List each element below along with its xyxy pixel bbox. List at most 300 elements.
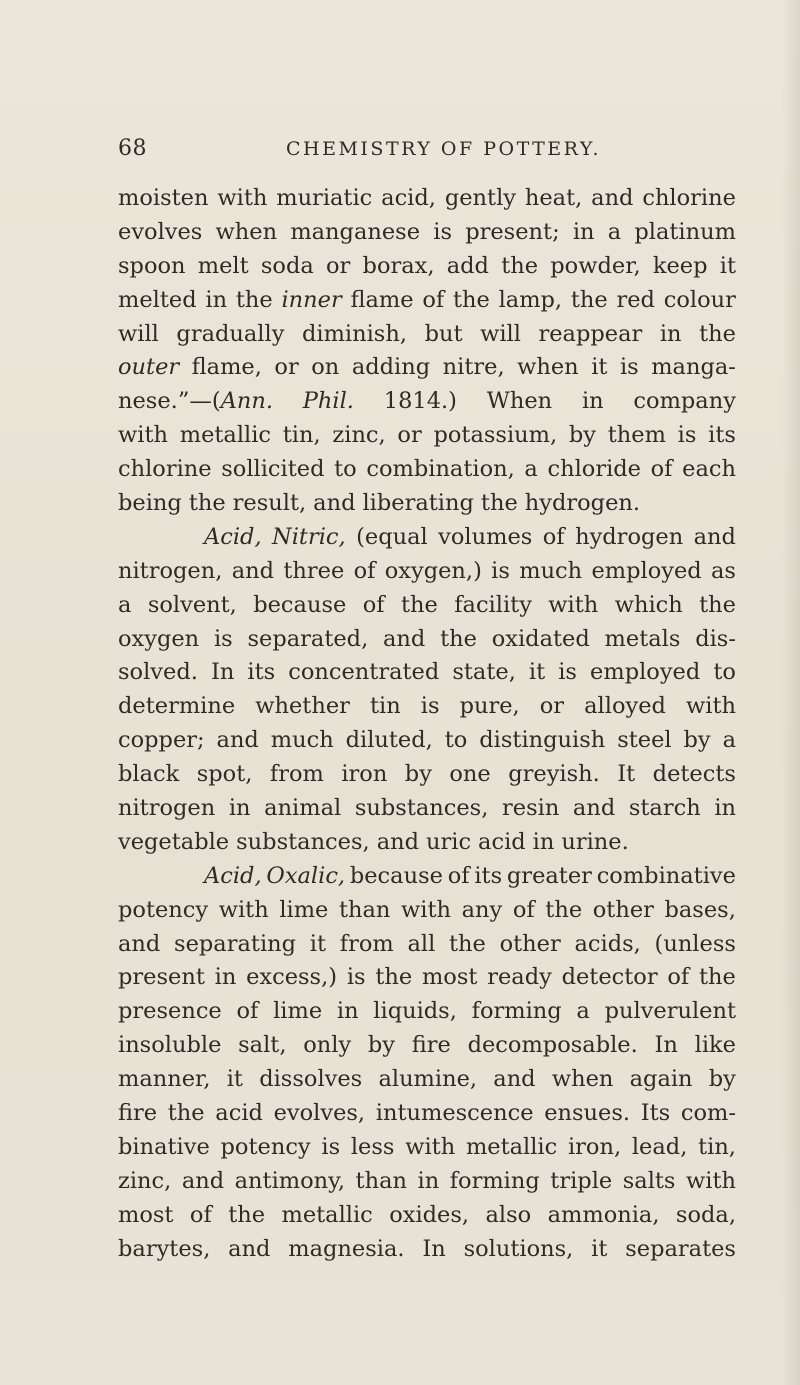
- word: with: [401, 896, 451, 923]
- word: in: [532, 828, 555, 855]
- word: it: [591, 354, 608, 381]
- word: in: [214, 964, 237, 991]
- word: muriatic: [276, 185, 373, 211]
- word: from: [339, 930, 394, 957]
- word: lead,: [631, 1133, 688, 1160]
- word: employed: [591, 557, 702, 584]
- page-number: 68: [118, 136, 147, 161]
- word: acid,: [381, 185, 436, 211]
- word: than: [338, 896, 391, 923]
- text-line: [118, 860, 736, 894]
- word: acid: [478, 828, 526, 855]
- word: of: [236, 998, 259, 1025]
- word: the: [188, 490, 226, 517]
- word: or: [274, 354, 299, 381]
- word: or: [397, 422, 422, 449]
- word: them: [607, 422, 666, 449]
- word: its: [474, 862, 503, 889]
- word: one: [449, 761, 491, 788]
- word: [281, 284, 341, 318]
- word: lime: [279, 896, 329, 923]
- word: the: [545, 896, 583, 923]
- word: substances,: [236, 828, 370, 855]
- italic-text: Acid,: [204, 862, 262, 889]
- word: with: [218, 896, 269, 923]
- word: company: [633, 388, 736, 415]
- word: When: [486, 388, 553, 415]
- text-line: [118, 385, 736, 419]
- text-line: [118, 351, 736, 385]
- word: and: [383, 625, 426, 652]
- word: gradually: [176, 320, 285, 347]
- word: starch: [628, 795, 701, 822]
- word: in: [581, 388, 604, 415]
- word: than: [355, 1167, 407, 1194]
- italic-text: inner: [281, 286, 342, 313]
- word: [204, 521, 262, 555]
- italic-text: Acid,: [204, 523, 262, 550]
- word: and: [216, 727, 259, 754]
- word: [272, 521, 346, 555]
- word: zinc,: [332, 422, 386, 449]
- word: is: [346, 964, 366, 991]
- word: It: [617, 761, 636, 788]
- word: is: [420, 693, 440, 720]
- word: a: [524, 456, 538, 483]
- running-title: CHEMISTRY OF POTTERY.: [286, 138, 602, 160]
- word: concentrated: [288, 659, 440, 686]
- word: a: [118, 591, 132, 618]
- word: adding: [351, 354, 431, 381]
- word: presence: [118, 998, 222, 1025]
- word: in: [572, 218, 595, 245]
- word: it: [528, 659, 546, 686]
- word: soda: [260, 252, 314, 279]
- word: urine.: [561, 828, 629, 855]
- word: oxygen,): [384, 557, 482, 584]
- word: the: [699, 964, 736, 991]
- word: decomposable.: [467, 1032, 638, 1059]
- word: to: [713, 659, 736, 686]
- word: distinguish: [479, 727, 606, 754]
- word: with: [405, 1133, 456, 1160]
- word: with: [686, 693, 736, 720]
- word: by: [568, 422, 597, 449]
- word: it: [226, 1066, 243, 1093]
- word: [118, 351, 179, 385]
- word: all: [407, 930, 436, 957]
- text-line: [118, 623, 736, 657]
- word: greater: [506, 862, 592, 889]
- word: whether: [255, 693, 350, 720]
- text-line: [118, 826, 736, 860]
- word: the: [699, 320, 736, 347]
- word: steel: [617, 727, 672, 754]
- text-line: [118, 792, 736, 826]
- italic-text: Phil.: [302, 388, 354, 415]
- word: much: [270, 727, 334, 754]
- word: red: [616, 286, 655, 313]
- text-line: [118, 453, 736, 487]
- word: separating: [174, 930, 297, 957]
- word: by: [367, 1032, 396, 1059]
- word: nitre,: [442, 354, 505, 381]
- word: in: [228, 795, 251, 822]
- text-line: [118, 758, 736, 792]
- word: is: [433, 218, 452, 245]
- word: combinative: [596, 862, 736, 889]
- word: excess,): [246, 964, 338, 991]
- word: keep: [652, 252, 708, 279]
- word: it: [309, 930, 327, 957]
- word: with: [686, 1167, 736, 1194]
- word: hydrogen.: [524, 490, 641, 517]
- word: with: [217, 185, 268, 211]
- word: the: [375, 964, 413, 991]
- word: spoon: [118, 252, 186, 279]
- word: borax,: [362, 252, 435, 279]
- word: and: [572, 795, 616, 822]
- text-line: [118, 1233, 736, 1267]
- word: its: [708, 422, 736, 449]
- word: of: [189, 1201, 212, 1228]
- word: dis-: [695, 625, 736, 652]
- word: sollicited: [221, 456, 325, 483]
- text-line: [118, 589, 736, 623]
- word: insoluble: [118, 1032, 222, 1059]
- page-edge-shadow: [782, 0, 800, 1385]
- word: facility: [454, 591, 532, 618]
- word: (unless: [654, 930, 736, 957]
- word: In: [210, 659, 235, 686]
- word: will: [480, 320, 521, 347]
- word: In: [422, 1235, 446, 1262]
- word: ammonia,: [547, 1201, 660, 1228]
- word: of: [353, 557, 376, 584]
- word: employed: [590, 659, 701, 686]
- word: because: [349, 862, 443, 889]
- word: moisten: [118, 185, 209, 211]
- word: is: [321, 1133, 341, 1160]
- word: detector: [561, 964, 658, 991]
- word: uric: [426, 828, 472, 855]
- text-line: [118, 250, 736, 284]
- word: or: [326, 252, 351, 279]
- word: and: [181, 1167, 225, 1194]
- word: its: [247, 659, 276, 686]
- word: most: [421, 964, 478, 991]
- word: gently: [444, 185, 516, 211]
- word: nitrogen,: [118, 557, 223, 584]
- word: the: [501, 252, 539, 279]
- word: diluted,: [345, 727, 433, 754]
- word: lime: [273, 998, 323, 1025]
- word: volumes: [438, 523, 533, 550]
- word: In: [654, 1032, 678, 1059]
- word: lamp,: [498, 286, 563, 313]
- text-line: [118, 995, 736, 1029]
- word: liberating: [362, 490, 474, 517]
- word: is: [677, 422, 697, 449]
- word: in: [714, 795, 736, 822]
- word: [266, 860, 345, 894]
- word: like: [694, 1032, 736, 1059]
- word: and: [231, 557, 275, 584]
- word: of: [362, 591, 385, 618]
- word: powder,: [550, 252, 641, 279]
- word: of: [512, 896, 535, 923]
- word: of: [447, 862, 470, 889]
- word: oxygen: [118, 625, 200, 652]
- word: separated,: [247, 625, 369, 652]
- word: other: [499, 930, 561, 957]
- word: and: [228, 1235, 271, 1262]
- word: substances,: [354, 795, 489, 822]
- word: alloyed: [584, 693, 666, 720]
- word: and: [313, 490, 356, 517]
- word: alumine,: [378, 1066, 478, 1093]
- word: tin: [369, 693, 401, 720]
- text-line: [118, 521, 736, 555]
- word: it: [591, 1235, 608, 1262]
- word: and: [591, 185, 634, 211]
- word: is: [619, 354, 639, 381]
- word: by: [708, 1066, 736, 1093]
- word: Its: [640, 1100, 671, 1127]
- word: zinc,: [118, 1167, 172, 1194]
- word: com-: [680, 1100, 736, 1127]
- word: binative: [118, 1133, 210, 1160]
- word: on: [311, 354, 340, 381]
- page-header: [118, 136, 728, 166]
- word: state,: [452, 659, 516, 686]
- word: as: [711, 557, 736, 584]
- word: determine: [118, 693, 236, 720]
- word: with: [118, 422, 168, 449]
- word: ready: [487, 964, 552, 991]
- word: and: [693, 523, 736, 550]
- text-line: [118, 1199, 736, 1233]
- word: other: [592, 896, 654, 923]
- word: present;: [465, 218, 560, 245]
- word: salt,: [238, 1032, 287, 1059]
- word: in: [659, 320, 682, 347]
- word: [204, 860, 262, 894]
- word: is: [213, 625, 233, 652]
- word: add: [446, 252, 489, 279]
- word: potency: [220, 1133, 311, 1160]
- word: chlorine: [642, 185, 736, 211]
- word: only: [303, 1032, 352, 1059]
- word: and: [118, 930, 161, 957]
- italic-text: Nitric,: [272, 523, 346, 550]
- word: vegetable: [118, 828, 230, 855]
- word: is: [558, 659, 577, 686]
- word: metallic: [281, 1201, 373, 1228]
- text-line: [118, 1063, 736, 1097]
- word: chlorine: [118, 456, 212, 483]
- word: the: [228, 1201, 266, 1228]
- word: melted: [118, 286, 197, 313]
- word: to: [444, 727, 468, 754]
- word: nese.”—(Ann.: [118, 388, 273, 415]
- word: melt: [197, 252, 249, 279]
- text-line: [118, 724, 736, 758]
- word: the: [235, 286, 273, 313]
- word: heat,: [524, 185, 583, 211]
- word: (equal: [356, 523, 428, 550]
- word: each: [682, 456, 736, 483]
- italic-text: Ann.: [220, 388, 273, 415]
- word: manganese: [290, 218, 421, 245]
- word: resin: [502, 795, 560, 822]
- word: will: [118, 320, 159, 347]
- text-line: [118, 1131, 736, 1165]
- word: the: [440, 625, 477, 652]
- word: barytes,: [118, 1235, 211, 1262]
- word: from: [269, 761, 324, 788]
- word: [303, 385, 354, 419]
- text-line: [118, 318, 736, 352]
- word: three: [283, 557, 345, 584]
- word: liquids,: [373, 998, 457, 1025]
- word: because: [253, 591, 347, 618]
- text-line: [118, 216, 736, 250]
- word: nitrogen: [118, 795, 216, 822]
- word: again: [629, 1066, 693, 1093]
- word: any: [461, 896, 503, 923]
- word: platinum: [634, 218, 736, 245]
- italic-text: Oxalic,: [266, 862, 346, 889]
- word: the: [452, 286, 490, 313]
- word: acid: [215, 1100, 263, 1127]
- word: the: [699, 591, 736, 618]
- word: animal: [264, 795, 342, 822]
- word: solutions,: [463, 1235, 574, 1262]
- word: when: [215, 218, 278, 245]
- word: and: [493, 1066, 536, 1093]
- text-line: [118, 284, 736, 318]
- word: in: [417, 1167, 440, 1194]
- word: when: [551, 1066, 614, 1093]
- word: solved.: [118, 659, 198, 686]
- word: less: [350, 1133, 395, 1160]
- word: fire: [118, 1100, 158, 1127]
- italic-text: outer: [118, 354, 180, 381]
- word: also: [485, 1201, 532, 1228]
- word: of: [422, 286, 445, 313]
- word: antimony,: [234, 1167, 346, 1194]
- word: pure,: [459, 693, 520, 720]
- word: or: [539, 693, 565, 720]
- word: metallic: [179, 422, 272, 449]
- word: tin,: [282, 422, 321, 449]
- word: of: [650, 456, 673, 483]
- text-line: [118, 487, 736, 521]
- word: acids,: [574, 930, 641, 957]
- word: intumescence: [375, 1100, 534, 1127]
- word: tin,: [698, 1133, 736, 1160]
- word: the: [167, 1100, 205, 1127]
- word: to: [334, 456, 357, 483]
- text-line: [118, 1029, 736, 1063]
- text-line: [118, 894, 736, 928]
- word: of: [542, 523, 565, 550]
- word: of: [667, 964, 690, 991]
- word: in: [205, 286, 228, 313]
- word: in: [336, 998, 359, 1025]
- word: but: [424, 320, 463, 347]
- text-line: [118, 1165, 736, 1199]
- word: and: [376, 828, 419, 855]
- text-line: [118, 182, 736, 216]
- word: iron: [341, 761, 388, 788]
- word: diminish,: [301, 320, 407, 347]
- word: spot,: [196, 761, 253, 788]
- word: 1814.): [383, 388, 457, 415]
- word: chloride: [547, 456, 641, 483]
- word: manga-: [651, 354, 736, 381]
- word: separates: [625, 1235, 736, 1262]
- word: evolves: [118, 218, 203, 245]
- word: the: [480, 490, 518, 517]
- word: with: [548, 591, 599, 618]
- word: oxides,: [389, 1201, 470, 1228]
- word: bases,: [664, 896, 736, 923]
- word: detects: [652, 761, 736, 788]
- word: present: [118, 964, 205, 991]
- word: greyish.: [508, 761, 600, 788]
- word: colour: [663, 286, 736, 313]
- word: salts: [622, 1167, 676, 1194]
- word: being: [118, 490, 182, 517]
- word: which: [614, 591, 683, 618]
- word: when: [517, 354, 579, 381]
- word: dissolves: [259, 1066, 363, 1093]
- word: metallic: [465, 1133, 558, 1160]
- word: manner,: [118, 1066, 211, 1093]
- word: by: [683, 727, 711, 754]
- word: metals: [604, 625, 681, 652]
- text-line: [118, 690, 736, 724]
- word: ensues.: [544, 1100, 631, 1127]
- word: iron,: [567, 1133, 622, 1160]
- word: a: [607, 218, 622, 245]
- word: flame: [350, 286, 414, 313]
- word: most: [118, 1201, 174, 1228]
- word: reappear: [538, 320, 643, 347]
- word: copper;: [118, 727, 205, 754]
- word: solvent,: [147, 591, 237, 618]
- word: hydrogen: [575, 523, 684, 550]
- word: magnesia.: [288, 1235, 405, 1262]
- word: a: [722, 727, 736, 754]
- text-line: [118, 961, 736, 995]
- word: much: [519, 557, 583, 584]
- text-line: [118, 928, 736, 962]
- word: pulverulent: [604, 998, 736, 1025]
- word: by: [404, 761, 432, 788]
- word: combination,: [366, 456, 515, 483]
- body-text: [118, 182, 736, 1267]
- word: the: [449, 930, 486, 957]
- word: is: [491, 557, 510, 584]
- word: potency: [118, 896, 209, 923]
- text-line: [118, 419, 736, 453]
- word: flame,: [191, 354, 262, 381]
- word: result,: [232, 490, 307, 517]
- word: the: [570, 286, 608, 313]
